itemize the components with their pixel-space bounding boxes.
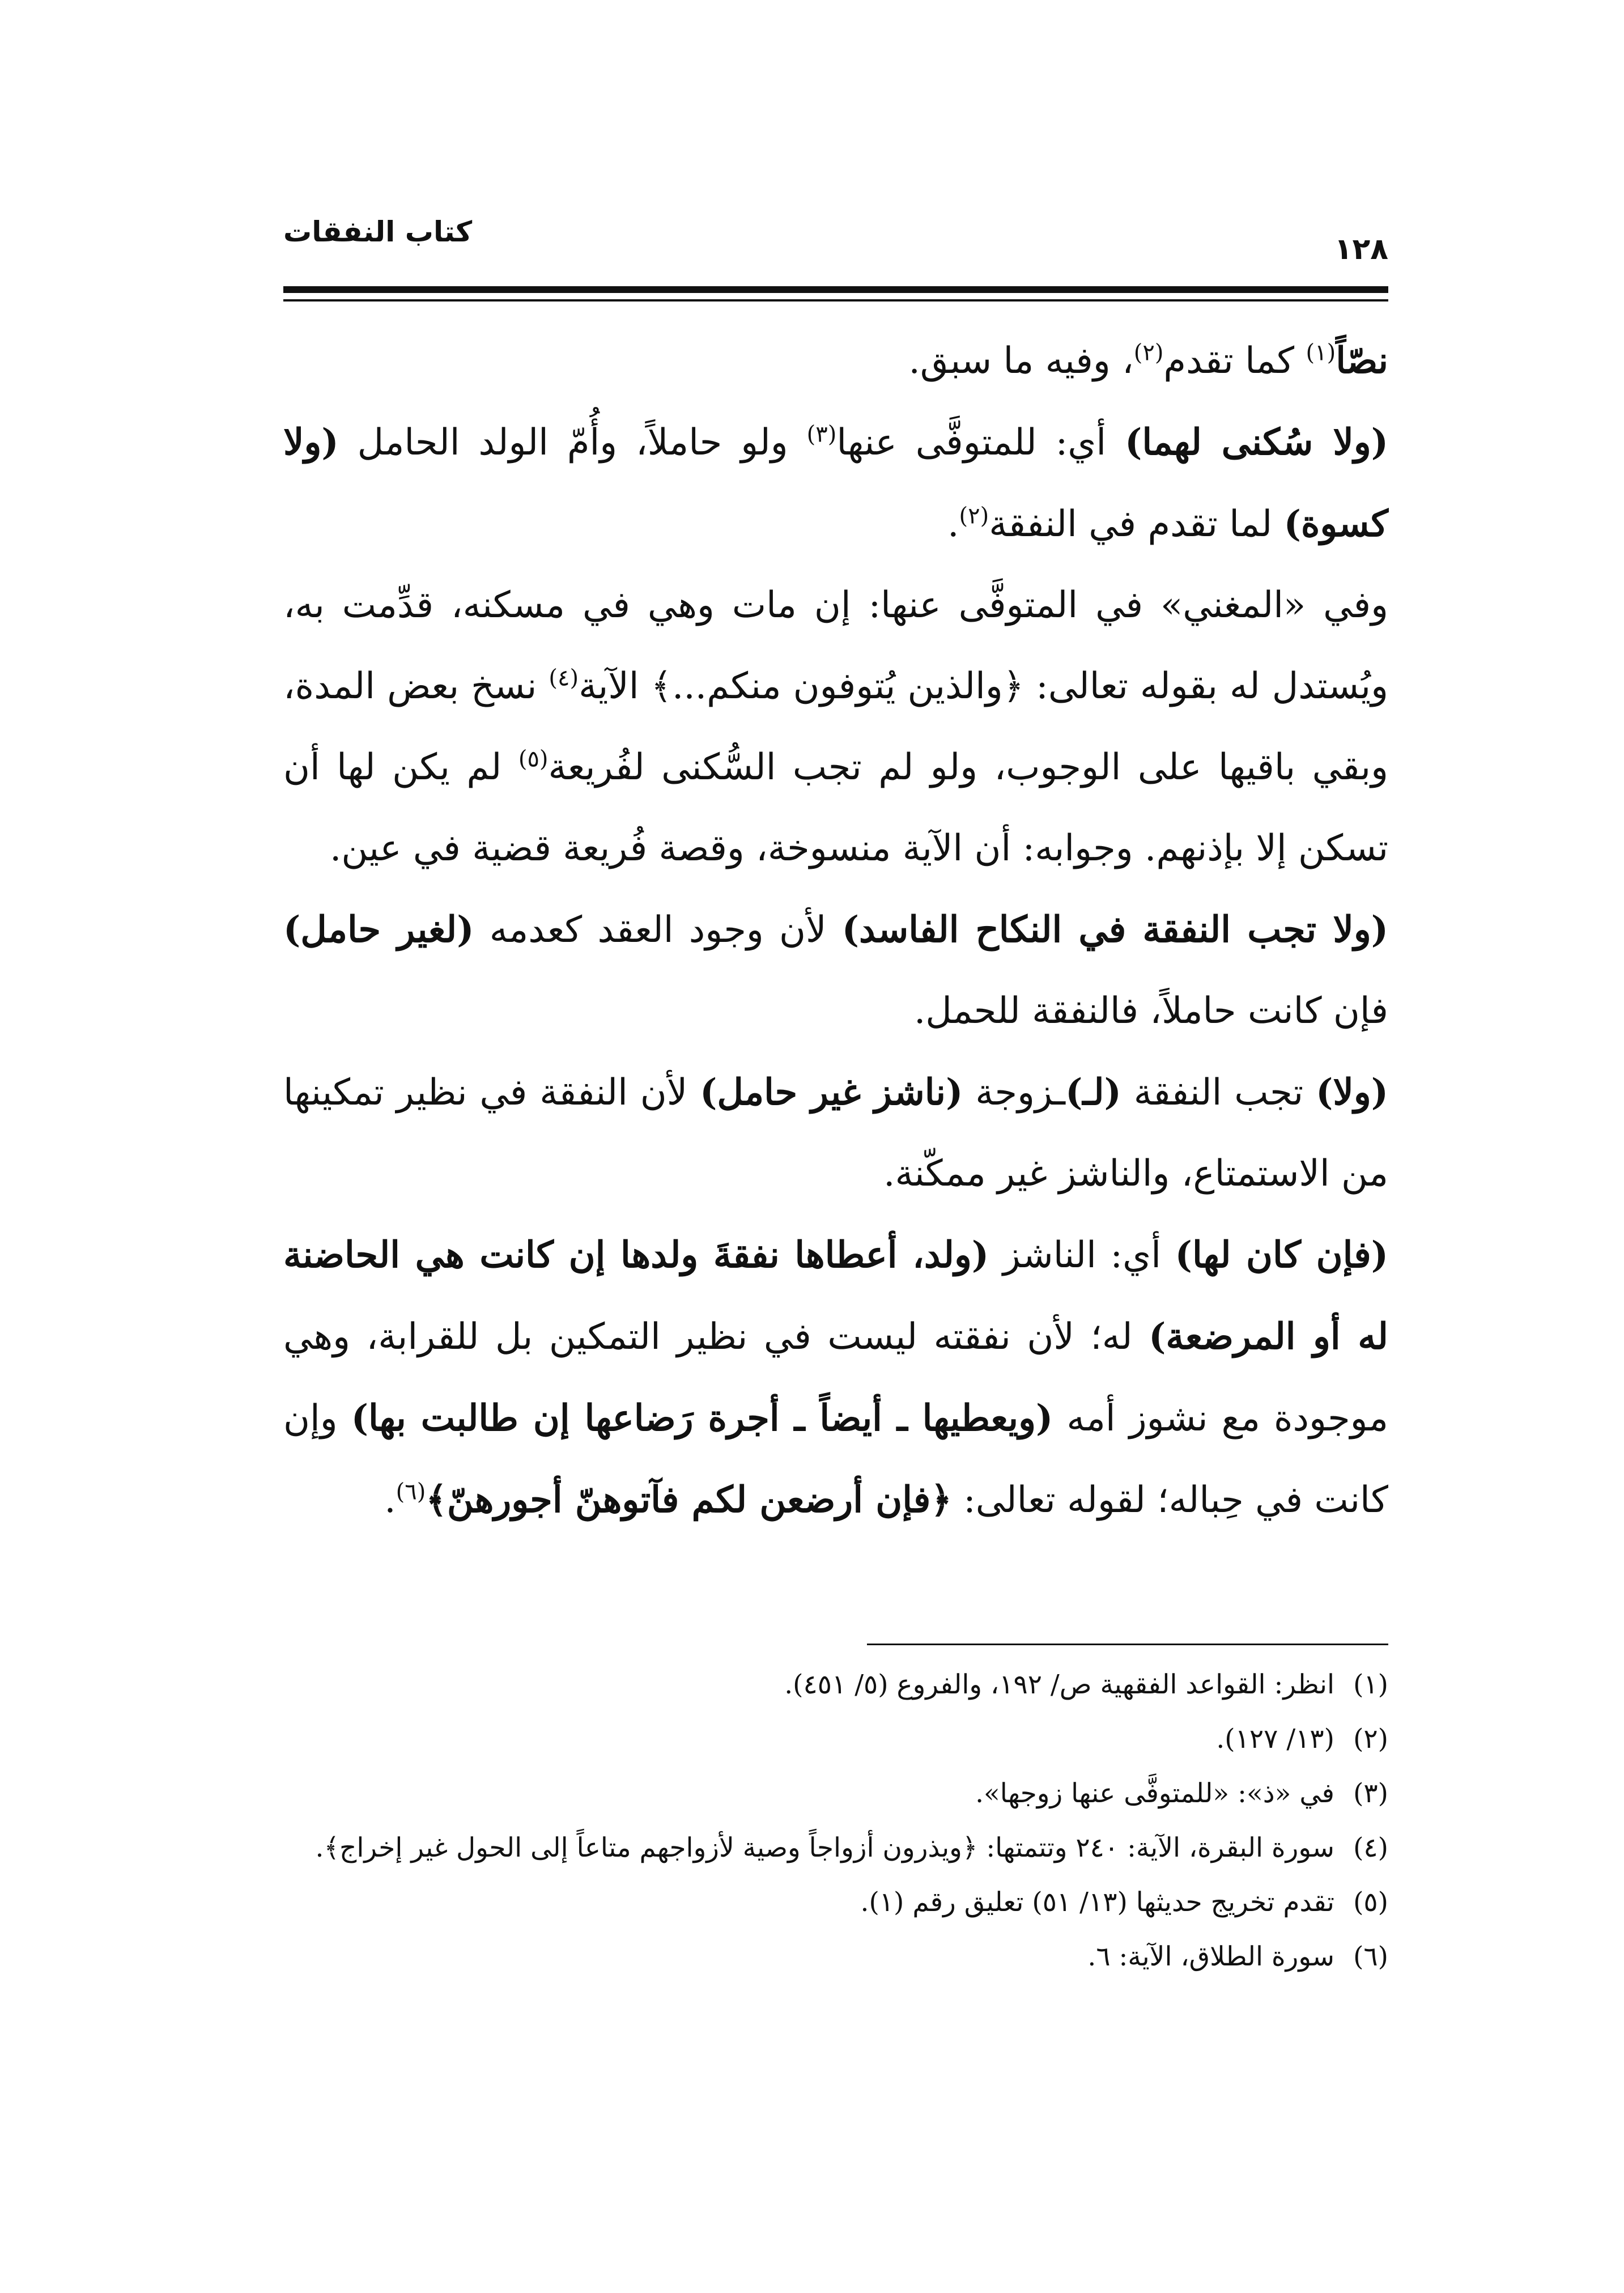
commentary-text: نسخ بعض المدة، وبقي باقيها على الوجوب، ولو لم تجب السُّكنى لفُريعة — [283, 665, 1389, 788]
body-paragraph — [283, 402, 1388, 565]
matn-text: (ولا كسوة) — [283, 421, 1388, 545]
commentary-text: لأن النفقة في نظير تمكينها من الاستمتاع، والناشز غير ممكّنة. — [283, 1072, 1388, 1195]
footnote-reference: (١) — [1306, 339, 1336, 366]
commentary-text: أي: للمتوفَّى عنها — [836, 422, 1125, 464]
header-rule-thin — [283, 299, 1388, 302]
header-rule-thick — [283, 286, 1388, 293]
footnote-text: سورة الطلاق، الآية: ٦. — [1087, 1941, 1334, 1972]
commentary-text: أي: الناشز — [989, 1234, 1175, 1276]
footnote-reference: (٣) — [806, 421, 837, 448]
matn-text: (ولا) — [1316, 1071, 1389, 1114]
footnote-reference: (٢) — [1133, 339, 1164, 366]
commentary-text: كما تقدم — [1163, 340, 1306, 382]
body-paragraph — [283, 320, 1388, 402]
commentary-text: ، وفيه ما سبق. — [908, 340, 1134, 382]
footnote-text: سورة البقرة، الآية: ٢٤٠ وتتمتها: ﴿ويذرون أزواجاً وصية لأزواجهم متاعاً إلى الحول غير إخراج﴾. — [315, 1832, 1334, 1863]
footnote-number: (٦) — [1353, 1941, 1388, 1972]
body-paragraph — [283, 1215, 1388, 1541]
commentary-text: . — [384, 1479, 396, 1521]
footnotes — [283, 1658, 1388, 1984]
matn-text: (ولا سُكنى لهما) — [1125, 421, 1389, 464]
commentary-text: تجب النفقة — [1121, 1072, 1316, 1114]
footnote-reference: (٥) — [518, 746, 549, 772]
commentary-text: فإن كانت حاملاً، فالنفقة للحمل. — [913, 990, 1388, 1032]
page-number: ١٢٨ — [1334, 232, 1388, 266]
body-paragraph — [283, 1052, 1388, 1215]
body-paragraph — [283, 565, 1388, 889]
matn-text: (ناشز غير حامل) — [700, 1071, 963, 1114]
commentary-text: لما تقدم في النفقة — [989, 503, 1284, 545]
commentary-text: . — [947, 503, 959, 545]
matn-text: (ولا تجب النفقة في النكاح الفاسد) — [841, 908, 1389, 951]
footnote-text: تقدم تخريج حديثها (١٣/ ٥١) تعليق رقم (١). — [860, 1887, 1334, 1918]
commentary-text: له؛ لأن نفقته ليست في نظير التمكين بل للقرابة، وهي موجودة مع نشوز أمه — [283, 1316, 1389, 1440]
footnote — [283, 1767, 1388, 1821]
matn-text: (ولد، أعطاها نفقةَ ولدها إن كانت هي الحاضنة له أو المرضعة) — [283, 1234, 1388, 1358]
footnote-number: (١) — [1353, 1669, 1388, 1700]
matn-text: (ويعطيها ـ أيضاً ـ أجرة رَضاعها إن طالبت بها) — [351, 1397, 1053, 1440]
commentary-text: وإن كانت في حِباله؛ لقوله تعالى: — [283, 1398, 1388, 1521]
footnote-text: انظر: القواعد الفقهية ص/ ١٩٢، والفروع (٥/ ٤٥١). — [784, 1669, 1334, 1700]
matn-text: (فإن كان لها) — [1175, 1234, 1389, 1276]
footnote-number: (٢) — [1353, 1723, 1388, 1755]
commentary-text: لم يكن لها أن تسكن إلا بإذنهم. وجوابه: أن الآية منسوخة، وقصة فُريعة قضية في عين. — [283, 746, 1388, 869]
footnote-reference: (٢) — [959, 503, 989, 529]
footnote-text: (١٣/ ١٢٧). — [1216, 1723, 1334, 1755]
matn-text: ﴿فإن أرضعن لكم فآتوهنّ أجورهنّ﴾ — [426, 1479, 952, 1521]
footnote — [283, 1821, 1388, 1875]
footnote-text: في «ذ»: «للمتوفَّى عنها زوجها». — [975, 1778, 1334, 1809]
commentary-text: لأن وجود العقد كعدمه — [474, 909, 842, 951]
commentary-text: ولو حاملاً، وأُمّ الولد الحامل — [338, 422, 807, 464]
commentary-text: وفي «المغني» في المتوفَّى عنها: إن مات وهي في مسكنه، قدِّمت به، ويُستدل له بقوله تعالى: ﴿والذين يُتوفون منكم...﴾ الآية — [283, 584, 1389, 707]
footnote-reference: (٤) — [549, 665, 579, 691]
footnote-reference: (٦) — [396, 1479, 426, 1505]
matn-text: (لغير حامل) — [283, 908, 474, 951]
footnote-separator — [867, 1644, 1388, 1645]
matn-text: (لـ) — [1065, 1071, 1121, 1114]
commentary-text: ـزوجة — [963, 1072, 1066, 1114]
footnote — [283, 1712, 1388, 1767]
footnote — [283, 1658, 1388, 1712]
book-title: كتاب النفقات — [283, 215, 473, 248]
main-text — [283, 320, 1388, 1541]
footnote-number: (٥) — [1353, 1887, 1388, 1918]
page-header — [283, 204, 1388, 272]
footnote — [283, 1930, 1388, 1984]
matn-text: نصّاً — [1336, 339, 1388, 382]
footnote-number: (٣) — [1353, 1778, 1388, 1809]
body-paragraph — [283, 889, 1388, 1052]
footnote-number: (٤) — [1353, 1832, 1388, 1863]
footnote — [283, 1875, 1388, 1930]
